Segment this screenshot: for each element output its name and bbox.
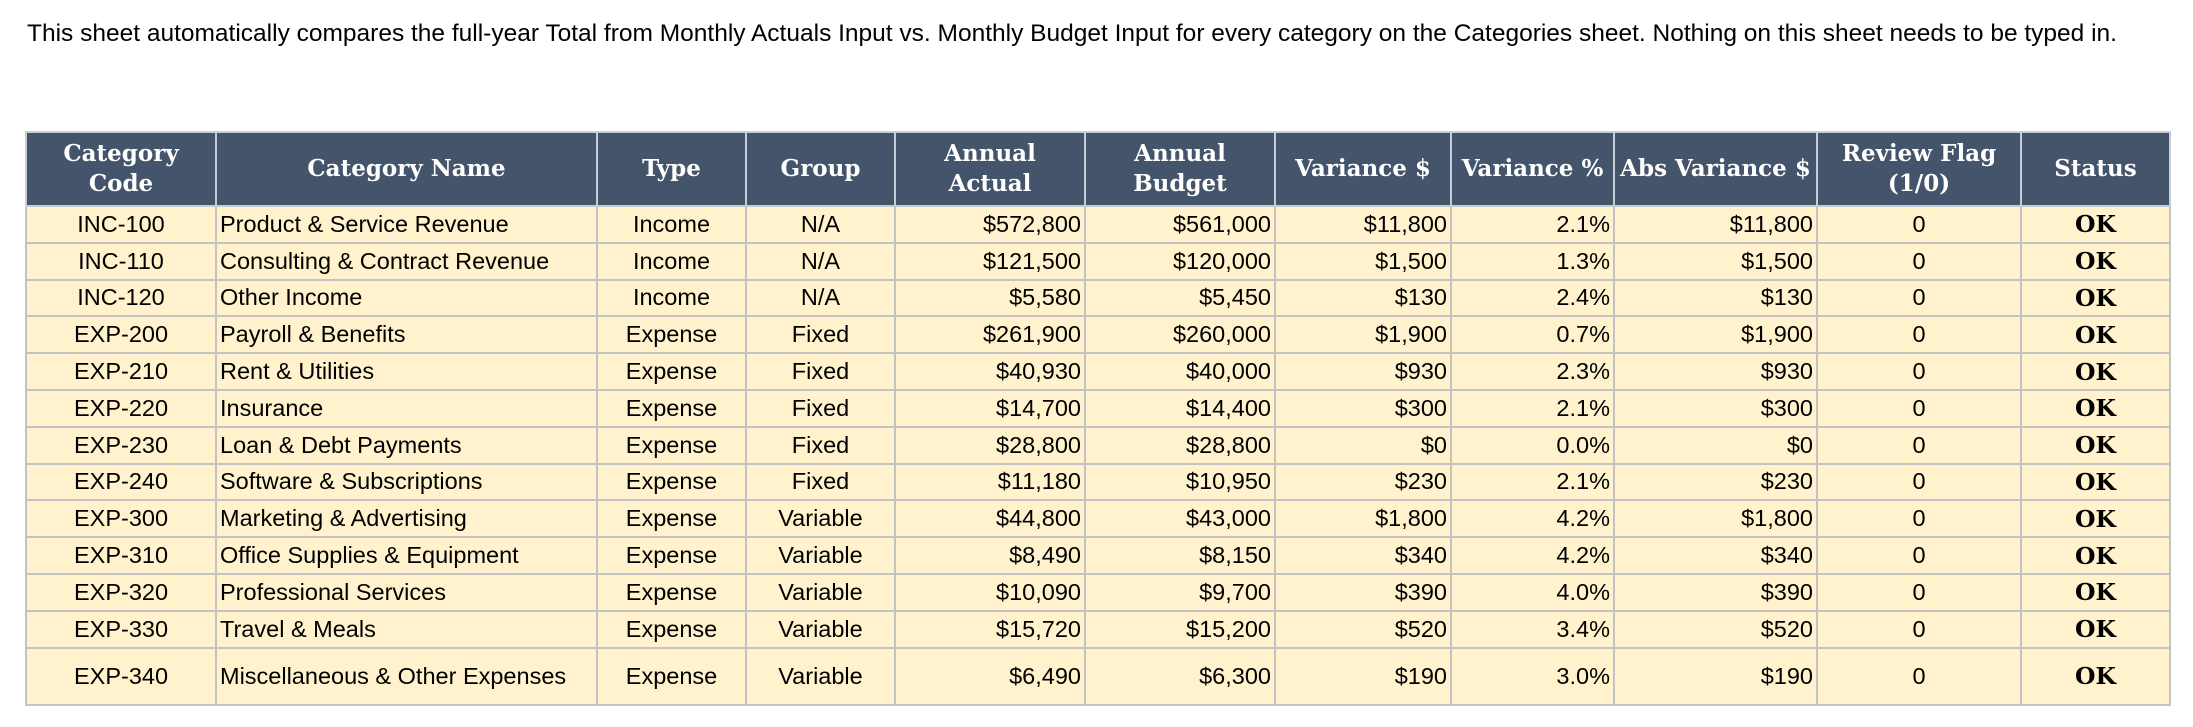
cell-review-flag[interactable]: 0 xyxy=(1817,280,2021,317)
cell-type[interactable]: Expense xyxy=(597,574,746,611)
cell-status[interactable]: OK xyxy=(2021,280,2170,317)
cell-variance-dollar[interactable]: $1,900 xyxy=(1275,316,1451,353)
table-row xyxy=(26,648,2170,705)
cell-review-flag[interactable]: 0 xyxy=(1817,500,2021,537)
cell-type[interactable]: Expense xyxy=(597,316,746,353)
cell-abs-variance-dollar[interactable]: $190 xyxy=(1614,648,1817,705)
cell-annual-actual[interactable]: $261,900 xyxy=(895,316,1085,353)
cell-abs-variance-dollar[interactable]: $1,800 xyxy=(1614,500,1817,537)
cell-type[interactable]: Expense xyxy=(597,427,746,464)
cell-abs-variance-dollar[interactable]: $11,800 xyxy=(1614,206,1817,243)
cell-group[interactable]: Variable xyxy=(746,500,895,537)
cell-annual-budget[interactable]: $28,800 xyxy=(1085,427,1275,464)
cell-category-name[interactable]: Other Income xyxy=(216,280,597,317)
cell-variance-percent[interactable]: 2.4% xyxy=(1451,280,1614,317)
cell-variance-dollar[interactable]: $390 xyxy=(1275,574,1451,611)
cell-annual-actual[interactable]: $121,500 xyxy=(895,243,1085,280)
header-abs-variance-dollar[interactable]: Abs Variance $ xyxy=(1614,132,1817,206)
header-annual-actual[interactable]: Annual Actual xyxy=(895,132,1085,206)
variance-table xyxy=(25,131,2171,706)
cell-variance-dollar[interactable]: $0 xyxy=(1275,427,1451,464)
cell-category-name[interactable]: Product & Service Revenue xyxy=(216,206,597,243)
header-variance-percent[interactable]: Variance % xyxy=(1451,132,1614,206)
cell-variance-percent[interactable]: 2.1% xyxy=(1451,206,1614,243)
cell-annual-actual[interactable]: $572,800 xyxy=(895,206,1085,243)
cell-variance-dollar[interactable]: $11,800 xyxy=(1275,206,1451,243)
cell-variance-percent[interactable]: 2.1% xyxy=(1451,390,1614,427)
cell-status[interactable]: OK xyxy=(2021,390,2170,427)
cell-group[interactable]: Fixed xyxy=(746,390,895,427)
cell-status[interactable]: OK xyxy=(2021,574,2170,611)
cell-type[interactable]: Income xyxy=(597,243,746,280)
cell-abs-variance-dollar[interactable]: $130 xyxy=(1614,280,1817,317)
header-type[interactable]: Type xyxy=(597,132,746,206)
cell-variance-percent[interactable]: 3.4% xyxy=(1451,611,1614,648)
cell-status[interactable]: OK xyxy=(2021,243,2170,280)
cell-abs-variance-dollar[interactable]: $390 xyxy=(1614,574,1817,611)
cell-annual-actual[interactable]: $5,580 xyxy=(895,280,1085,317)
cell-status[interactable]: OK xyxy=(2021,316,2170,353)
cell-abs-variance-dollar[interactable]: $930 xyxy=(1614,353,1817,390)
table-row xyxy=(26,390,2170,427)
cell-annual-actual[interactable]: $6,490 xyxy=(895,648,1085,705)
cell-category-code[interactable]: EXP-200 xyxy=(26,316,216,353)
cell-group[interactable]: Variable xyxy=(746,537,895,574)
table-row xyxy=(26,611,2170,648)
cell-variance-dollar[interactable]: $340 xyxy=(1275,537,1451,574)
table-row xyxy=(26,206,2170,243)
cell-review-flag[interactable]: 0 xyxy=(1817,316,2021,353)
cell-type[interactable]: Expense xyxy=(597,353,746,390)
cell-annual-actual[interactable]: $11,180 xyxy=(895,464,1085,501)
cell-variance-percent[interactable]: 1.3% xyxy=(1451,243,1614,280)
cell-review-flag[interactable]: 0 xyxy=(1817,648,2021,705)
cell-abs-variance-dollar[interactable]: $230 xyxy=(1614,464,1817,501)
cell-annual-actual[interactable]: $40,930 xyxy=(895,353,1085,390)
cell-status[interactable]: OK xyxy=(2021,537,2170,574)
cell-category-code[interactable]: INC-120 xyxy=(26,280,216,317)
cell-annual-actual[interactable]: $14,700 xyxy=(895,390,1085,427)
cell-group[interactable]: N/A xyxy=(746,243,895,280)
cell-type[interactable]: Expense xyxy=(597,500,746,537)
table-row xyxy=(26,280,2170,317)
cell-status[interactable]: OK xyxy=(2021,427,2170,464)
table-row xyxy=(26,316,2170,353)
cell-variance-dollar[interactable]: $1,800 xyxy=(1275,500,1451,537)
cell-type[interactable]: Expense xyxy=(597,648,746,705)
header-variance-dollar[interactable]: Variance $ xyxy=(1275,132,1451,206)
cell-abs-variance-dollar[interactable]: $0 xyxy=(1614,427,1817,464)
cell-category-code[interactable]: EXP-220 xyxy=(26,390,216,427)
cell-annual-budget[interactable]: $40,000 xyxy=(1085,353,1275,390)
cell-category-code[interactable]: EXP-310 xyxy=(26,537,216,574)
cell-type[interactable]: Expense xyxy=(597,537,746,574)
cell-annual-budget[interactable]: $10,950 xyxy=(1085,464,1275,501)
cell-variance-percent[interactable]: 4.2% xyxy=(1451,500,1614,537)
cell-category-name[interactable]: Rent & Utilities xyxy=(216,353,597,390)
cell-review-flag[interactable]: 0 xyxy=(1817,427,2021,464)
cell-review-flag[interactable]: 0 xyxy=(1817,390,2021,427)
table-body xyxy=(26,206,2170,705)
cell-category-name[interactable]: Professional Services xyxy=(216,574,597,611)
header-group[interactable]: Group xyxy=(746,132,895,206)
cell-category-name[interactable]: Consulting & Contract Revenue xyxy=(216,243,597,280)
cell-review-flag[interactable]: 0 xyxy=(1817,574,2021,611)
table-row xyxy=(26,243,2170,280)
cell-status[interactable]: OK xyxy=(2021,464,2170,501)
cell-variance-dollar[interactable]: $930 xyxy=(1275,353,1451,390)
cell-category-code[interactable]: INC-110 xyxy=(26,243,216,280)
cell-abs-variance-dollar[interactable]: $520 xyxy=(1614,611,1817,648)
cell-group[interactable]: Fixed xyxy=(746,353,895,390)
table-row xyxy=(26,574,2170,611)
cell-annual-actual[interactable]: $28,800 xyxy=(895,427,1085,464)
header-annual-budget[interactable]: Annual Budget xyxy=(1085,132,1275,206)
cell-category-name[interactable]: Loan & Debt Payments xyxy=(216,427,597,464)
cell-category-code[interactable]: INC-100 xyxy=(26,206,216,243)
cell-group[interactable]: Variable xyxy=(746,611,895,648)
cell-annual-budget[interactable]: $561,000 xyxy=(1085,206,1275,243)
cell-category-name[interactable]: Miscellaneous & Other Expenses xyxy=(216,648,597,705)
cell-variance-percent[interactable]: 2.3% xyxy=(1451,353,1614,390)
cell-review-flag[interactable]: 0 xyxy=(1817,243,2021,280)
cell-variance-dollar[interactable]: $300 xyxy=(1275,390,1451,427)
cell-annual-actual[interactable]: $44,800 xyxy=(895,500,1085,537)
cell-variance-dollar[interactable]: $230 xyxy=(1275,464,1451,501)
cell-category-code[interactable]: EXP-300 xyxy=(26,500,216,537)
cell-variance-dollar[interactable]: $520 xyxy=(1275,611,1451,648)
cell-annual-actual[interactable]: $8,490 xyxy=(895,537,1085,574)
cell-category-name[interactable]: Office Supplies & Equipment xyxy=(216,537,597,574)
cell-group[interactable]: Fixed xyxy=(746,316,895,353)
cell-variance-percent[interactable]: 0.0% xyxy=(1451,427,1614,464)
cell-annual-budget[interactable]: $5,450 xyxy=(1085,280,1275,317)
cell-abs-variance-dollar[interactable]: $300 xyxy=(1614,390,1817,427)
cell-review-flag[interactable]: 0 xyxy=(1817,206,2021,243)
cell-type[interactable]: Expense xyxy=(597,390,746,427)
cell-category-code[interactable]: EXP-210 xyxy=(26,353,216,390)
cell-annual-budget[interactable]: $120,000 xyxy=(1085,243,1275,280)
cell-annual-budget[interactable]: $8,150 xyxy=(1085,537,1275,574)
cell-status[interactable]: OK xyxy=(2021,500,2170,537)
cell-annual-actual[interactable]: $15,720 xyxy=(895,611,1085,648)
cell-variance-percent[interactable]: 4.0% xyxy=(1451,574,1614,611)
cell-status[interactable]: OK xyxy=(2021,611,2170,648)
header-status[interactable]: Status xyxy=(2021,132,2170,206)
cell-variance-percent[interactable]: 4.2% xyxy=(1451,537,1614,574)
table-row xyxy=(26,500,2170,537)
cell-annual-budget[interactable]: $43,000 xyxy=(1085,500,1275,537)
cell-category-code[interactable]: EXP-230 xyxy=(26,427,216,464)
cell-variance-dollar[interactable]: $190 xyxy=(1275,648,1451,705)
cell-abs-variance-dollar[interactable]: $340 xyxy=(1614,537,1817,574)
cell-annual-budget[interactable]: $260,000 xyxy=(1085,316,1275,353)
cell-group[interactable]: Fixed xyxy=(746,427,895,464)
cell-category-name[interactable]: Travel & Meals xyxy=(216,611,597,648)
cell-status[interactable]: OK xyxy=(2021,648,2170,705)
table-row xyxy=(26,427,2170,464)
sheet-instructions-note: This sheet automatically compares the full-year Total from Monthly Actuals Input vs. Monthly Budget Input for every category on the Categories sheet. Nothing on this sheet needs to be typed in. xyxy=(27,20,2117,47)
header-category-name[interactable]: Category Name xyxy=(216,132,597,206)
cell-variance-dollar[interactable]: $130 xyxy=(1275,280,1451,317)
cell-variance-percent[interactable]: 0.7% xyxy=(1451,316,1614,353)
cell-category-code[interactable]: EXP-320 xyxy=(26,574,216,611)
cell-variance-percent[interactable]: 3.0% xyxy=(1451,648,1614,705)
cell-abs-variance-dollar[interactable]: $1,900 xyxy=(1614,316,1817,353)
cell-annual-budget[interactable]: $15,200 xyxy=(1085,611,1275,648)
header-review-flag[interactable]: Review Flag (1/0) xyxy=(1817,132,2021,206)
cell-status[interactable]: OK xyxy=(2021,353,2170,390)
cell-type[interactable]: Income xyxy=(597,206,746,243)
cell-category-name[interactable]: Marketing & Advertising xyxy=(216,500,597,537)
table-row xyxy=(26,537,2170,574)
cell-type[interactable]: Expense xyxy=(597,464,746,501)
cell-type[interactable]: Income xyxy=(597,280,746,317)
cell-group[interactable]: N/A xyxy=(746,206,895,243)
cell-category-name[interactable]: Payroll & Benefits xyxy=(216,316,597,353)
cell-annual-budget[interactable]: $6,300 xyxy=(1085,648,1275,705)
cell-review-flag[interactable]: 0 xyxy=(1817,464,2021,501)
cell-abs-variance-dollar[interactable]: $1,500 xyxy=(1614,243,1817,280)
cell-variance-percent[interactable]: 2.1% xyxy=(1451,464,1614,501)
table-row xyxy=(26,464,2170,501)
cell-status[interactable]: OK xyxy=(2021,206,2170,243)
cell-review-flag[interactable]: 0 xyxy=(1817,537,2021,574)
cell-annual-budget[interactable]: $14,400 xyxy=(1085,390,1275,427)
cell-category-code[interactable]: EXP-340 xyxy=(26,648,216,705)
cell-group[interactable]: Variable xyxy=(746,574,895,611)
cell-group[interactable]: Fixed xyxy=(746,464,895,501)
cell-category-code[interactable]: EXP-240 xyxy=(26,464,216,501)
cell-variance-dollar[interactable]: $1,500 xyxy=(1275,243,1451,280)
cell-annual-actual[interactable]: $10,090 xyxy=(895,574,1085,611)
cell-category-name[interactable]: Insurance xyxy=(216,390,597,427)
header-category-code[interactable]: Category Code xyxy=(26,132,216,206)
cell-group[interactable]: Variable xyxy=(746,648,895,705)
header-row xyxy=(26,132,2170,206)
cell-review-flag[interactable]: 0 xyxy=(1817,353,2021,390)
cell-category-name[interactable]: Software & Subscriptions xyxy=(216,464,597,501)
cell-review-flag[interactable]: 0 xyxy=(1817,611,2021,648)
cell-category-code[interactable]: EXP-330 xyxy=(26,611,216,648)
table-row xyxy=(26,353,2170,390)
cell-group[interactable]: N/A xyxy=(746,280,895,317)
cell-type[interactable]: Expense xyxy=(597,611,746,648)
cell-annual-budget[interactable]: $9,700 xyxy=(1085,574,1275,611)
